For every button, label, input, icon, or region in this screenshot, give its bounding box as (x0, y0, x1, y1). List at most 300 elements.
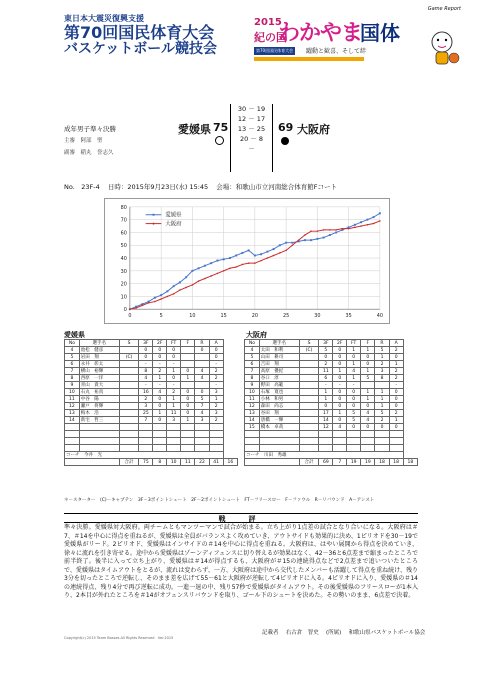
stat-cell (375, 438, 389, 445)
data-point (260, 260, 262, 262)
total-cell: 合計 (119, 459, 138, 466)
data-point (248, 262, 250, 264)
stat-cell (209, 424, 223, 431)
stat-cell: 9 (245, 382, 260, 389)
stat-cell: 2 (389, 410, 403, 417)
stat-cell: 0 (389, 389, 403, 396)
data-point (154, 297, 156, 299)
data-point (373, 216, 375, 218)
stat-cell (361, 382, 375, 389)
data-point (198, 280, 200, 282)
stat-cell (167, 431, 181, 438)
stat-cell (299, 375, 318, 382)
stat-cell (319, 438, 333, 445)
x-tick-label: 20 (251, 313, 258, 320)
box-header-row (245, 340, 418, 347)
data-point (179, 281, 181, 283)
stat-cell (167, 424, 181, 431)
stat-cell: 2 (375, 361, 389, 368)
data-point (366, 219, 368, 221)
referee (64, 136, 103, 144)
stat-cell (119, 417, 138, 424)
stat-cell: 9 (65, 382, 80, 389)
overtime: － (248, 145, 255, 153)
stat-cell: 13 (245, 410, 260, 417)
player-name: 吉田 翔 (259, 361, 299, 368)
player-name: 石丸 祐真 (79, 389, 119, 396)
stat-cell: - (209, 361, 223, 368)
player-name: 唐橋 一輝 (259, 417, 299, 424)
stat-cell: - (319, 382, 333, 389)
stat-cell: 11 (167, 410, 181, 417)
stat-cell: 8 (139, 368, 153, 375)
total-row (245, 459, 418, 466)
stat-cell: 8 (245, 375, 260, 382)
stat-cell: 5 (245, 354, 260, 361)
data-point (354, 224, 356, 226)
stat-cell: 2 (389, 368, 403, 375)
stat-cell: 1 (153, 375, 167, 382)
stat-cell (167, 445, 181, 452)
coach-name: コーチ 今井 光 (65, 452, 224, 459)
stat-cell: 0 (333, 361, 347, 368)
x-tick-label: 40 (376, 313, 383, 320)
player-name (79, 424, 119, 431)
stat-cell: 1 (347, 375, 361, 382)
stat-cell (119, 403, 138, 410)
recorder (262, 628, 425, 636)
total-row (65, 459, 238, 466)
total-cell: 41 (209, 459, 223, 466)
stat-cell: 0 (181, 396, 195, 403)
player-name: 太田 和利 (259, 347, 299, 354)
stat-cell: 7 (245, 368, 260, 375)
stat-cell (153, 438, 167, 445)
table-row (245, 438, 418, 445)
data-point (160, 298, 162, 300)
stat-cell: 4 (361, 410, 375, 417)
stat-cell: 2 (139, 396, 153, 403)
box-team-b-label: 大阪府 (246, 331, 267, 339)
referee-name: 阿部 聖 (80, 138, 103, 144)
stat-cell: 5 (375, 347, 389, 354)
round-label: 成年男子準々決勝 (64, 125, 116, 133)
table-row (65, 382, 238, 389)
box-header-cell: FT (347, 340, 361, 347)
coach-name: コーチ 川田 秀雄 (245, 452, 404, 459)
stat-cell: 1 (333, 368, 347, 375)
logo-slogan: 躍動と歓喜、そして絆 (306, 48, 367, 55)
stat-cell: 7 (65, 368, 80, 375)
box-header-cell: 3F (319, 340, 333, 347)
stat-cell: 3 (195, 417, 209, 424)
stat-cell (209, 431, 223, 438)
game-meta (64, 182, 343, 191)
player-name: 小林 和男 (259, 396, 299, 403)
stat-cell: 4 (195, 368, 209, 375)
data-point (335, 231, 337, 233)
legend-label: 大阪府 (165, 221, 182, 228)
stat-cell: 14 (65, 417, 80, 424)
stat-cell (361, 438, 375, 445)
total-cell: 11 (181, 459, 195, 466)
legend-marker (153, 223, 155, 225)
table-row (65, 445, 238, 452)
stat-cell: 1 (347, 361, 361, 368)
stat-cell: 0 (167, 354, 181, 361)
stat-cell (65, 438, 80, 445)
stat-cell (195, 424, 209, 431)
stat-cell: (C) (119, 354, 138, 361)
data-point (235, 255, 237, 257)
player-name (79, 438, 119, 445)
data-point (129, 308, 131, 310)
data-point (185, 287, 187, 289)
table-row (245, 424, 418, 431)
box-score-team-a (64, 339, 238, 466)
table-row (245, 396, 418, 403)
logo-subtitle: 第70回国民体育大会 (256, 48, 294, 53)
data-point (223, 270, 225, 272)
data-point (235, 266, 237, 268)
legend-label: 愛媛県 (165, 212, 182, 219)
stat-cell (299, 361, 318, 368)
data-point (298, 239, 300, 241)
stat-cell: 0 (153, 396, 167, 403)
stat-cell (347, 431, 361, 438)
stat-cell (195, 361, 209, 368)
stat-cell: 4 (333, 424, 347, 431)
stat-cell: 6 (65, 361, 80, 368)
stat-cell: 4 (347, 368, 361, 375)
stat-cell (209, 438, 223, 445)
data-point (304, 234, 306, 236)
stat-cell (333, 445, 347, 452)
table-row (245, 417, 418, 424)
stat-cell: 0 (361, 354, 375, 361)
stat-cell: 2 (389, 347, 403, 354)
coach-row (245, 452, 418, 459)
box-header-cell: F (361, 340, 375, 347)
stat-cell (375, 382, 389, 389)
stat-cell (375, 445, 389, 452)
stat-cell: 0 (375, 424, 389, 431)
table-row (245, 403, 418, 410)
total-cell: 75 (139, 459, 153, 466)
stat-cell: 8 (65, 375, 80, 382)
total-cell: 8 (153, 459, 167, 466)
stat-cell: 0 (181, 410, 195, 417)
table-row (245, 368, 418, 375)
table-row (65, 347, 238, 354)
data-point (185, 276, 187, 278)
data-point (166, 290, 168, 292)
stat-cell: 0 (167, 347, 181, 354)
stat-cell: 16 (139, 389, 153, 396)
stat-cell: - (167, 361, 181, 368)
stat-cell: 0 (319, 403, 333, 410)
commentary-text: 準々決勝。愛媛県対大阪府。両チームともマンツーマンで試合が始まる。立ち上がり1点差の試合となり合いになる。大阪府は＃7、＃14を中心に得点を重ねるが、愛媛県は全員がバランスよく攻めていき、アウトサイドも効果的に決め、1ピリオドを30－19で愛媛県がリード。2ピリオド、愛媛県はインサイドの＃14を中心に得点を重ねる。大阪府は、はやい展開から得点を決めていき、徐々に流れを引き寄せる。途中から愛媛県はゾーンディフェンスに切り替えるが効果はなく、42－36と6点差まで縮まったところで前半終了。後半に入って立ち上がり、愛媛県は＃14が得点するも、大阪府が＃15の連続得点などで2点差まで追いついたところで、愛媛県はタイムアウトをとるが、流れは変わらず、一方、大阪府は途中から交代したメンバーも活躍して得点を重ね続け、残り3分を切ったところで逆転し、そのまま差を広げて55－61と大阪府が逆転して4ピリオドに入る。4ピリオドに入り、愛媛県の＃14の連続得点、残り4分で再び逆転に成功。一進一退の中、残り57秒で愛媛県がタイムアウト。その後愛媛県のフリースローが1本入り、2本目が外れたところを＃14がオフェンスリバウンドを取り、ゴール下のシュートを決めた。その勢いのまま、6点差で決着。 (64, 524, 418, 599)
data-point (192, 284, 194, 286)
game-number: No. 23F-4 (64, 183, 100, 191)
y-tick-label: 60 (120, 230, 127, 237)
logo-wakayama: わかやま (278, 21, 363, 46)
stat-cell: 0 (209, 347, 223, 354)
stat-cell: 1 (209, 396, 223, 403)
stat-cell: - (153, 361, 167, 368)
stat-cell (299, 389, 318, 396)
stat-cell (299, 403, 318, 410)
stat-cell: 0 (333, 403, 347, 410)
stat-cell (167, 438, 181, 445)
stat-cell (389, 445, 403, 452)
stat-cell: 0 (153, 417, 167, 424)
stat-cell (195, 438, 209, 445)
stat-cell: 1 (167, 368, 181, 375)
table-row (245, 361, 418, 368)
mascot-icon (424, 28, 460, 68)
data-point (329, 234, 331, 236)
stat-cell (299, 431, 318, 438)
stat-cell: 1 (361, 368, 375, 375)
table-row (245, 347, 418, 354)
affiliation: 和歌山県バスケットボール協会 (348, 630, 426, 636)
stat-cell: 1 (167, 403, 181, 410)
stat-cell: 3 (209, 410, 223, 417)
data-point (323, 229, 325, 231)
stat-cell: 14 (245, 417, 260, 424)
quarter-3: 13 － 25 (237, 125, 266, 133)
y-tick-label: 70 (120, 217, 127, 224)
x-tick-label: 25 (282, 313, 290, 320)
data-point (242, 264, 244, 266)
stat-cell: 6 (245, 361, 260, 368)
quarter-scores (230, 104, 273, 172)
stat-cell: 4 (195, 410, 209, 417)
data-point (273, 255, 275, 257)
stat-cell: 2 (209, 368, 223, 375)
data-point (210, 275, 212, 277)
stat-cell: 3 (167, 417, 181, 424)
logo-year: 2015 (254, 17, 282, 28)
data-point (179, 289, 181, 291)
stat-cell: 1 (375, 354, 389, 361)
stat-cell (181, 354, 195, 361)
stat-cell: 1 (375, 396, 389, 403)
stat-cell: 13 (65, 410, 80, 417)
stat-cell (119, 382, 138, 389)
stat-cell: 2 (209, 403, 223, 410)
stat-cell (119, 410, 138, 417)
data-point (142, 305, 144, 307)
stat-cell (375, 431, 389, 438)
team-b-name: 大阪府 (297, 123, 330, 136)
data-point (241, 252, 243, 254)
y-tick-label: 40 (120, 256, 127, 263)
player-name: 新宅 哲三 (79, 417, 119, 424)
data-point (204, 265, 206, 267)
box-header-cell: FT (167, 340, 181, 347)
data-point (173, 293, 175, 295)
y-tick-label: 30 (120, 268, 127, 275)
game-report-label: Game Report (427, 6, 461, 12)
data-point (379, 212, 381, 214)
umpire (64, 148, 114, 156)
stat-cell: 5 (347, 417, 361, 424)
stat-cell: 8 (375, 375, 389, 382)
stat-cell: 4 (153, 389, 167, 396)
player-name: 横山 裕輝 (79, 368, 119, 375)
total-cell: 10 (167, 459, 181, 466)
stat-cell (119, 389, 138, 396)
stat-cell: 0 (139, 347, 153, 354)
data-point (210, 262, 212, 264)
stat-cell: 0 (361, 424, 375, 431)
stat-cell (209, 445, 223, 452)
y-tick-label: 50 (120, 243, 127, 250)
coach-row (65, 452, 238, 459)
player-name (259, 438, 299, 445)
stat-cell: 4 (139, 375, 153, 382)
game-venue: 会場：和歌山市立河南総合体育館Fコート (216, 183, 338, 191)
legend-marker (153, 214, 155, 216)
data-point (148, 302, 150, 304)
data-point (248, 249, 250, 251)
data-point (216, 260, 218, 262)
player-name (259, 431, 299, 438)
stat-cell (299, 368, 318, 375)
player-name: 野田 高範 (259, 382, 299, 389)
stat-cell (119, 375, 138, 382)
table-row (245, 389, 418, 396)
data-point (223, 258, 225, 260)
player-name: 梅木 浩 (79, 410, 119, 417)
stat-cell: 0 (389, 396, 403, 403)
stat-cell (65, 424, 80, 431)
stat-cell: 25 (139, 410, 153, 417)
stat-cell: 11 (319, 368, 333, 375)
player-name: 高原 優紀 (259, 368, 299, 375)
box-header-cell: R (195, 340, 209, 347)
box-header-cell: 2F (333, 340, 347, 347)
quarter-2: 12 － 17 (237, 115, 266, 123)
data-point (310, 239, 312, 241)
player-name: 西原 一洋 (79, 375, 119, 382)
total-cell: 22 (195, 459, 209, 466)
stat-cell (195, 431, 209, 438)
data-point (160, 294, 162, 296)
stat-cell (299, 438, 318, 445)
stat-cell (139, 445, 153, 452)
box-header-cell: A (209, 340, 223, 347)
stat-cell (65, 445, 80, 452)
data-point (292, 244, 294, 246)
stat-cell: 0 (333, 354, 347, 361)
affiliation-label: (所属) (326, 630, 342, 636)
stat-cell (299, 382, 318, 389)
total-cell: 18 (403, 459, 417, 466)
data-point (167, 296, 169, 298)
quarter-4: 20 － 8 (239, 135, 264, 143)
commentary-title: 戦 評 (64, 513, 418, 523)
stat-cell: 11 (245, 396, 260, 403)
table-row (65, 389, 238, 396)
table-row (65, 396, 238, 403)
y-tick-label: 20 (120, 281, 127, 288)
table-row (65, 438, 238, 445)
stat-cell (245, 431, 260, 438)
stat-cell: 10 (65, 389, 80, 396)
stat-cell: 1 (361, 389, 375, 396)
table-row (65, 431, 238, 438)
y-tick-label: 10 (120, 294, 127, 301)
stat-cell: 4 (245, 347, 260, 354)
stat-cell: 5 (195, 396, 209, 403)
data-point (198, 267, 200, 269)
data-point (135, 307, 137, 309)
data-point (323, 237, 325, 239)
stat-cell: 14 (319, 417, 333, 424)
data-point (354, 227, 356, 229)
kokutai-logo (254, 16, 422, 62)
stat-cell (333, 431, 347, 438)
data-point (367, 224, 369, 226)
stat-cell: 1 (389, 417, 403, 424)
total-cell: 18 (375, 459, 389, 466)
x-tick-label: 5 (159, 313, 163, 320)
box-header-cell: R (375, 340, 389, 347)
stat-cell (139, 438, 153, 445)
table-row (65, 403, 238, 410)
stat-cell (299, 417, 318, 424)
stat-cell: 0 (347, 389, 361, 396)
win-circle-icon (215, 136, 224, 145)
stat-cell: 0 (333, 347, 347, 354)
umpire-label: 副審 (64, 150, 76, 156)
stat-cell: 7 (139, 417, 153, 424)
stat-cell (195, 445, 209, 452)
stat-cell (299, 396, 318, 403)
stat-cell: 0 (389, 403, 403, 410)
total-spacer (65, 459, 120, 466)
data-point (267, 257, 269, 259)
table-row (65, 375, 238, 382)
recorder-label: 記載者 (262, 630, 279, 636)
stat-cell (347, 438, 361, 445)
stat-cell: 1 (361, 347, 375, 354)
stat-cell (153, 424, 167, 431)
total-cell: 19 (361, 459, 375, 466)
stat-cell: 2 (319, 361, 333, 368)
stat-cell: 0 (167, 375, 181, 382)
quarter-1: 30 － 19 (237, 105, 266, 113)
data-point (191, 270, 193, 272)
stat-cell: 0 (195, 389, 209, 396)
player-name (79, 431, 119, 438)
stat-cell: 1 (319, 389, 333, 396)
stat-cell (181, 438, 195, 445)
table-row (65, 368, 238, 375)
stat-cell (65, 431, 80, 438)
stat-cell: 4 (195, 375, 209, 382)
player-name: 永井 彰太 (79, 361, 119, 368)
stat-cell: 0 (195, 347, 209, 354)
stat-cell: 0 (181, 368, 195, 375)
stat-cell: 1 (319, 396, 333, 403)
stat-cell: 1 (361, 396, 375, 403)
stat-cell (389, 431, 403, 438)
stat-cell: 1 (347, 347, 361, 354)
